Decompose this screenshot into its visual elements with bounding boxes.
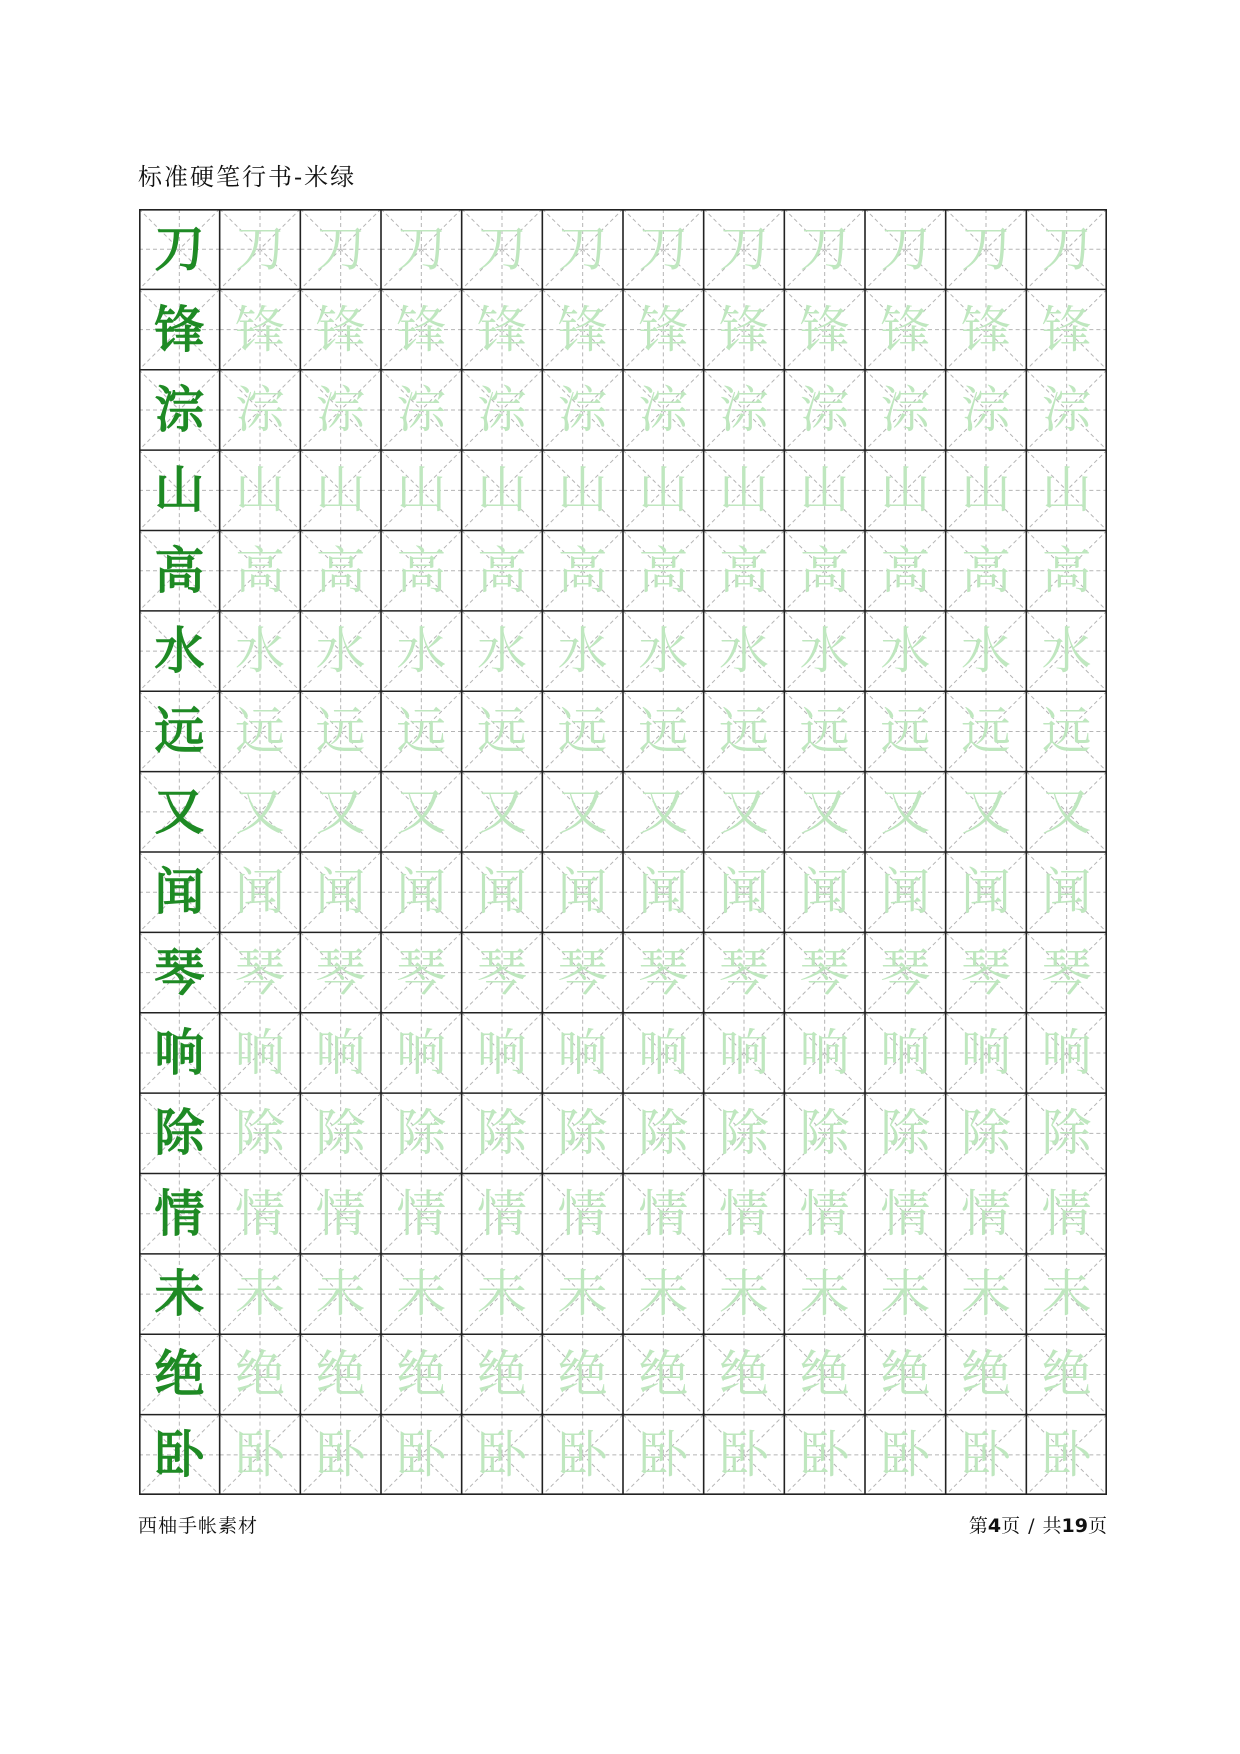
trace-character: 水 (234, 622, 285, 681)
trace-character: 除 (799, 1104, 850, 1163)
trace-character: 绝 (557, 1345, 608, 1404)
trace-character: 锋 (234, 300, 285, 359)
trace-character: 情 (799, 1184, 850, 1243)
trace-character: 绝 (799, 1345, 850, 1404)
trace-character: 锋 (638, 300, 689, 359)
trace-character: 刀 (960, 220, 1011, 279)
trace-character: 情 (718, 1184, 769, 1243)
trace-character: 情 (476, 1184, 527, 1243)
trace-character: 又 (476, 782, 527, 841)
trace-character: 未 (799, 1265, 850, 1324)
trace-character: 淙 (315, 380, 366, 439)
trace-character: 除 (476, 1104, 527, 1163)
trace-character: 除 (960, 1104, 1011, 1163)
trace-character: 琴 (476, 943, 527, 1002)
trace-character: 未 (1041, 1265, 1092, 1324)
trace-character: 淙 (880, 380, 931, 439)
trace-character: 绝 (234, 1345, 285, 1404)
trace-character: 水 (960, 622, 1011, 681)
trace-character: 锋 (799, 300, 850, 359)
trace-character: 山 (557, 461, 608, 520)
trace-character: 琴 (960, 943, 1011, 1002)
trace-character: 情 (557, 1184, 608, 1243)
trace-character: 未 (880, 1265, 931, 1324)
trace-character: 高 (315, 541, 366, 600)
trace-character: 绝 (718, 1345, 769, 1404)
trace-character: 水 (476, 622, 527, 681)
model-character: 卧 (154, 1424, 205, 1484)
trace-character: 琴 (638, 943, 689, 1002)
trace-character: 锋 (396, 300, 447, 359)
model-character: 山 (154, 460, 205, 520)
trace-character: 未 (234, 1265, 285, 1324)
trace-character: 闻 (1041, 863, 1092, 922)
practice-grid (139, 209, 1107, 1495)
trace-character: 又 (960, 782, 1011, 841)
trace-character: 又 (1041, 782, 1092, 841)
trace-character: 闻 (557, 863, 608, 922)
trace-character: 山 (718, 461, 769, 520)
trace-character: 响 (396, 1023, 447, 1082)
trace-character: 琴 (234, 943, 285, 1002)
trace-character: 刀 (315, 220, 366, 279)
trace-character: 远 (557, 702, 608, 761)
trace-character: 又 (396, 782, 447, 841)
trace-character: 绝 (476, 1345, 527, 1404)
trace-character: 响 (799, 1023, 850, 1082)
trace-character: 响 (315, 1023, 366, 1082)
trace-character: 闻 (880, 863, 931, 922)
trace-character: 水 (315, 622, 366, 681)
trace-character: 除 (315, 1104, 366, 1163)
trace-character: 情 (638, 1184, 689, 1243)
trace-character: 绝 (315, 1345, 366, 1404)
trace-character: 远 (1041, 702, 1092, 761)
trace-character: 除 (557, 1104, 608, 1163)
trace-character: 刀 (396, 220, 447, 279)
page-separator: / (1028, 1515, 1035, 1537)
trace-character: 绝 (396, 1345, 447, 1404)
trace-character: 水 (396, 622, 447, 681)
trace-character: 情 (234, 1184, 285, 1243)
page-total-group: 共19页 (1042, 1515, 1107, 1537)
trace-character: 响 (234, 1023, 285, 1082)
trace-character: 卧 (1041, 1425, 1092, 1484)
trace-character: 远 (315, 702, 366, 761)
trace-character: 远 (638, 702, 689, 761)
trace-character: 淙 (557, 380, 608, 439)
trace-character: 远 (476, 702, 527, 761)
trace-character: 又 (880, 782, 931, 841)
trace-character: 卧 (799, 1425, 850, 1484)
trace-character: 闻 (234, 863, 285, 922)
trace-character: 又 (799, 782, 850, 841)
trace-character: 水 (718, 622, 769, 681)
trace-character: 闻 (638, 863, 689, 922)
trace-character: 高 (799, 541, 850, 600)
trace-character: 未 (557, 1265, 608, 1324)
trace-character: 闻 (396, 863, 447, 922)
trace-character: 未 (638, 1265, 689, 1324)
trace-character: 卧 (638, 1425, 689, 1484)
trace-character: 高 (234, 541, 285, 600)
model-character: 情 (154, 1183, 205, 1243)
trace-character: 锋 (960, 300, 1011, 359)
page-total: 19 (1061, 1515, 1088, 1537)
trace-character: 琴 (1041, 943, 1092, 1002)
trace-character: 响 (880, 1023, 931, 1082)
trace-character: 情 (1041, 1184, 1092, 1243)
model-character: 远 (154, 701, 205, 761)
model-character: 琴 (154, 942, 205, 1002)
trace-character: 山 (396, 461, 447, 520)
trace-character: 锋 (476, 300, 527, 359)
model-character: 淙 (154, 379, 205, 439)
trace-character: 刀 (1041, 220, 1092, 279)
trace-character: 刀 (638, 220, 689, 279)
model-character: 未 (154, 1264, 205, 1324)
trace-character: 除 (880, 1104, 931, 1163)
trace-character: 远 (960, 702, 1011, 761)
page-current-group: 第4页 (968, 1515, 1021, 1537)
trace-character: 琴 (396, 943, 447, 1002)
trace-character: 除 (638, 1104, 689, 1163)
trace-character: 又 (638, 782, 689, 841)
trace-character: 高 (880, 541, 931, 600)
trace-character: 未 (960, 1265, 1011, 1324)
trace-character: 山 (234, 461, 285, 520)
trace-character: 响 (718, 1023, 769, 1082)
model-character: 水 (154, 621, 205, 681)
trace-character: 刀 (234, 220, 285, 279)
model-character: 锋 (154, 299, 205, 359)
trace-character: 卧 (476, 1425, 527, 1484)
model-character: 高 (154, 540, 205, 600)
trace-character: 高 (396, 541, 447, 600)
trace-character: 响 (960, 1023, 1011, 1082)
trace-character: 卧 (396, 1425, 447, 1484)
trace-character: 远 (799, 702, 850, 761)
trace-character: 高 (960, 541, 1011, 600)
trace-character: 淙 (234, 380, 285, 439)
trace-character: 又 (557, 782, 608, 841)
trace-character: 高 (718, 541, 769, 600)
trace-character: 高 (476, 541, 527, 600)
trace-character: 高 (638, 541, 689, 600)
trace-character: 水 (880, 622, 931, 681)
trace-character: 除 (1041, 1104, 1092, 1163)
trace-character: 卧 (718, 1425, 769, 1484)
trace-character: 山 (1041, 461, 1092, 520)
trace-character: 淙 (476, 380, 527, 439)
trace-character: 山 (315, 461, 366, 520)
trace-character: 淙 (638, 380, 689, 439)
trace-character: 水 (799, 622, 850, 681)
trace-character: 高 (1041, 541, 1092, 600)
trace-character: 远 (396, 702, 447, 761)
trace-character: 响 (1041, 1023, 1092, 1082)
trace-character: 高 (557, 541, 608, 600)
trace-character: 情 (315, 1184, 366, 1243)
trace-character: 刀 (476, 220, 527, 279)
trace-character: 锋 (718, 300, 769, 359)
footer-source: 西柚手帐素材 (138, 1515, 259, 1537)
trace-character: 绝 (880, 1345, 931, 1404)
trace-character: 闻 (718, 863, 769, 922)
trace-character: 未 (718, 1265, 769, 1324)
trace-character: 淙 (799, 380, 850, 439)
trace-character: 山 (638, 461, 689, 520)
trace-character: 绝 (960, 1345, 1011, 1404)
page-indicator (969, 1512, 1107, 1540)
trace-character: 响 (638, 1023, 689, 1082)
trace-character: 除 (396, 1104, 447, 1163)
trace-character: 刀 (557, 220, 608, 279)
trace-character: 水 (638, 622, 689, 681)
trace-character: 除 (718, 1104, 769, 1163)
trace-character: 绝 (638, 1345, 689, 1404)
trace-character: 刀 (718, 220, 769, 279)
trace-character: 响 (476, 1023, 527, 1082)
trace-character: 未 (396, 1265, 447, 1324)
trace-character: 淙 (718, 380, 769, 439)
trace-character: 卧 (960, 1425, 1011, 1484)
page-current: 4 (987, 1515, 1002, 1537)
trace-character: 淙 (396, 380, 447, 439)
trace-character: 卧 (557, 1425, 608, 1484)
trace-character: 远 (234, 702, 285, 761)
trace-character: 淙 (1041, 380, 1092, 439)
trace-character: 闻 (476, 863, 527, 922)
trace-character: 刀 (799, 220, 850, 279)
trace-character: 又 (315, 782, 366, 841)
trace-character: 山 (960, 461, 1011, 520)
trace-character: 锋 (880, 300, 931, 359)
trace-character: 未 (315, 1265, 366, 1324)
trace-character: 远 (718, 702, 769, 761)
trace-character: 除 (234, 1104, 285, 1163)
trace-character: 卧 (234, 1425, 285, 1484)
trace-character: 闻 (799, 863, 850, 922)
trace-character: 水 (1041, 622, 1092, 681)
trace-character: 琴 (799, 943, 850, 1002)
trace-character: 卧 (880, 1425, 931, 1484)
trace-character: 刀 (880, 220, 931, 279)
trace-character: 锋 (315, 300, 366, 359)
trace-character: 又 (234, 782, 285, 841)
trace-character: 情 (880, 1184, 931, 1243)
trace-character: 琴 (315, 943, 366, 1002)
model-character: 除 (154, 1103, 205, 1163)
trace-character: 山 (880, 461, 931, 520)
trace-character: 淙 (960, 380, 1011, 439)
character-grid (139, 209, 1107, 1495)
page-title: 标准硬笔行书-米绿 (138, 163, 357, 191)
trace-character: 琴 (557, 943, 608, 1002)
trace-character: 锋 (1041, 300, 1092, 359)
trace-character: 水 (557, 622, 608, 681)
trace-character: 响 (557, 1023, 608, 1082)
trace-character: 锋 (557, 300, 608, 359)
trace-character: 山 (799, 461, 850, 520)
trace-character: 闻 (315, 863, 366, 922)
model-character: 闻 (154, 862, 205, 922)
model-character: 又 (154, 781, 205, 841)
trace-character: 闻 (960, 863, 1011, 922)
trace-character: 绝 (1041, 1345, 1092, 1404)
model-character: 响 (154, 1022, 205, 1082)
trace-character: 琴 (880, 943, 931, 1002)
trace-character: 山 (476, 461, 527, 520)
model-character: 绝 (154, 1344, 205, 1404)
model-character: 刀 (154, 219, 205, 279)
trace-character: 情 (960, 1184, 1011, 1243)
trace-character: 又 (718, 782, 769, 841)
trace-character: 未 (476, 1265, 527, 1324)
trace-character: 琴 (718, 943, 769, 1002)
trace-character: 远 (880, 702, 931, 761)
trace-character: 情 (396, 1184, 447, 1243)
trace-character: 卧 (315, 1425, 366, 1484)
